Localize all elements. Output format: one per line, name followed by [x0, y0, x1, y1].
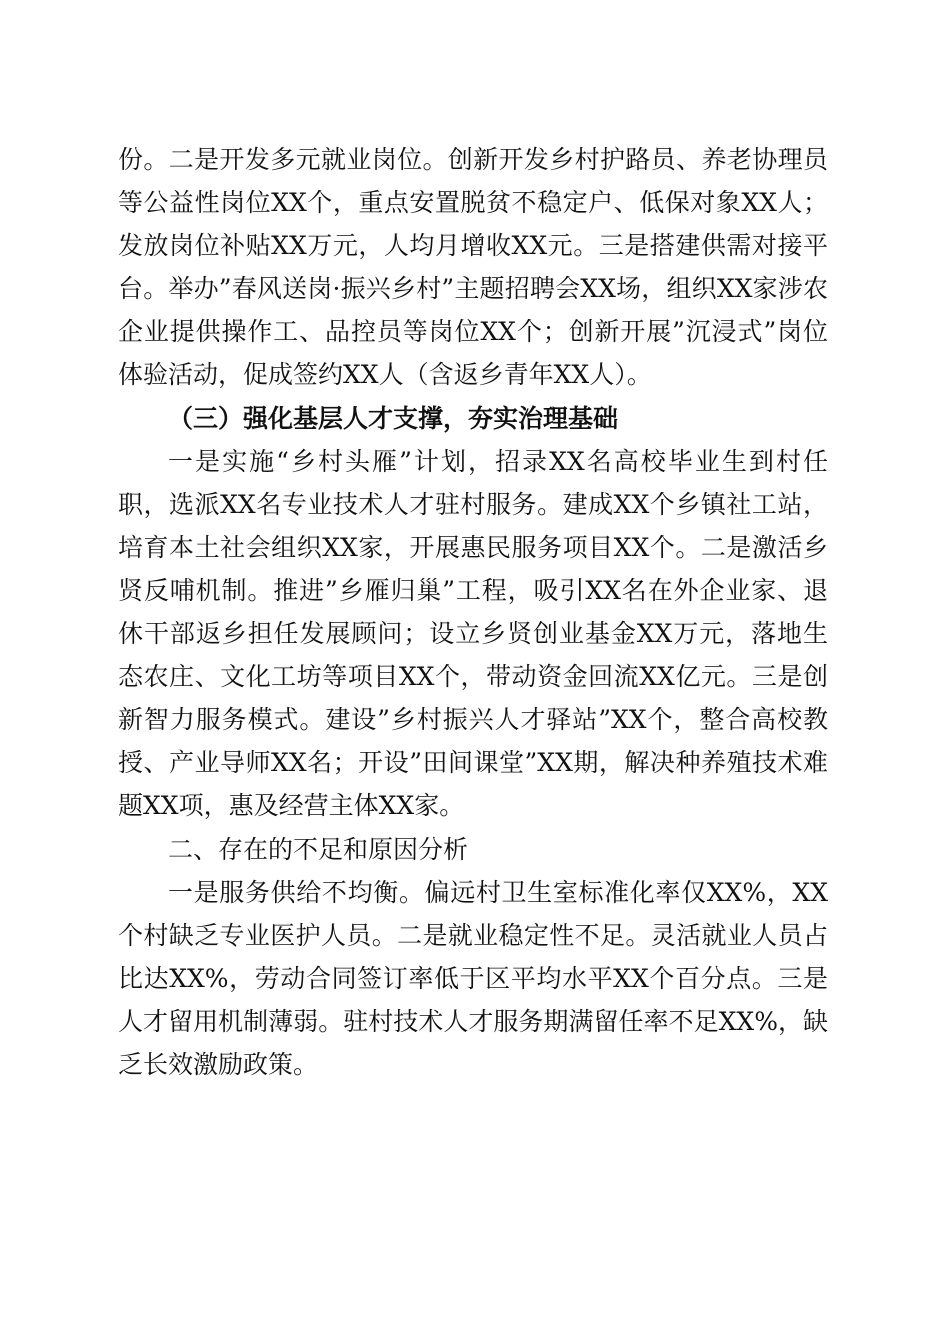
paragraph-shortcomings: 一是服务供给不均衡。偏远村卫生室标准化率仅XX%，XX个村缺乏专业医护人员。二是就业稳定性不足。灵活就业人员占比达XX%，劳动合同签订率低于区平均水平XX个百分点。三是人才留用机制薄弱。驻村技术人才服务期满留任率不足XX%，缺乏长效激励政策。 — [118, 877, 828, 1079]
section-heading-shortcomings: 二、存在的不足和原因分析 — [168, 834, 469, 864]
paragraph-talent-support: 一是实施“乡村头雁”计划，招录XX名高校毕业生到村任职，选派XX名专业技术人才驻村服务。建成XX个乡镇社工站，培育本土社会组织XX家，开展惠民服务项目XX个。二是激活乡贤反哺机制。推进”乡雁归巢”工程，吸引XX名在外企业家、退休干部返乡担任发展顾问；设立乡贤创业基金XX万元，落地生态农庄、文化工坊等项目XX个，带动资金回流XX亿元。三是创新智力服务模式。建设”乡村振兴人才驿站”XX个，整合高校教授、产业导师XX名；开设”田间课堂”XX期，解决种养殖技术难题XX项，惠及经营主体XX家。 — [118, 446, 828, 821]
section-heading-talent-support: （三）强化基层人才支撑，夯实治理基础 — [168, 403, 619, 433]
document-body — [118, 138, 828, 1086]
paragraph-employment-continued: 份。二是开发多元就业岗位。创新开发乡村护路员、养老协理员等公益性岗位XX个，重点安置脱贫不稳定户、低保对象XX人；发放岗位补贴XX万元，人均月增收XX元。三是搭建供需对接平台。举办”春风送岗·振兴乡村”主题招聘会XX场，组织XX家涉农企业提供操作工、品控员等岗位XX个；创新开展”沉浸式”岗位体验活动，促成签约XX人（含返乡青年XX人）。 — [118, 145, 828, 390]
